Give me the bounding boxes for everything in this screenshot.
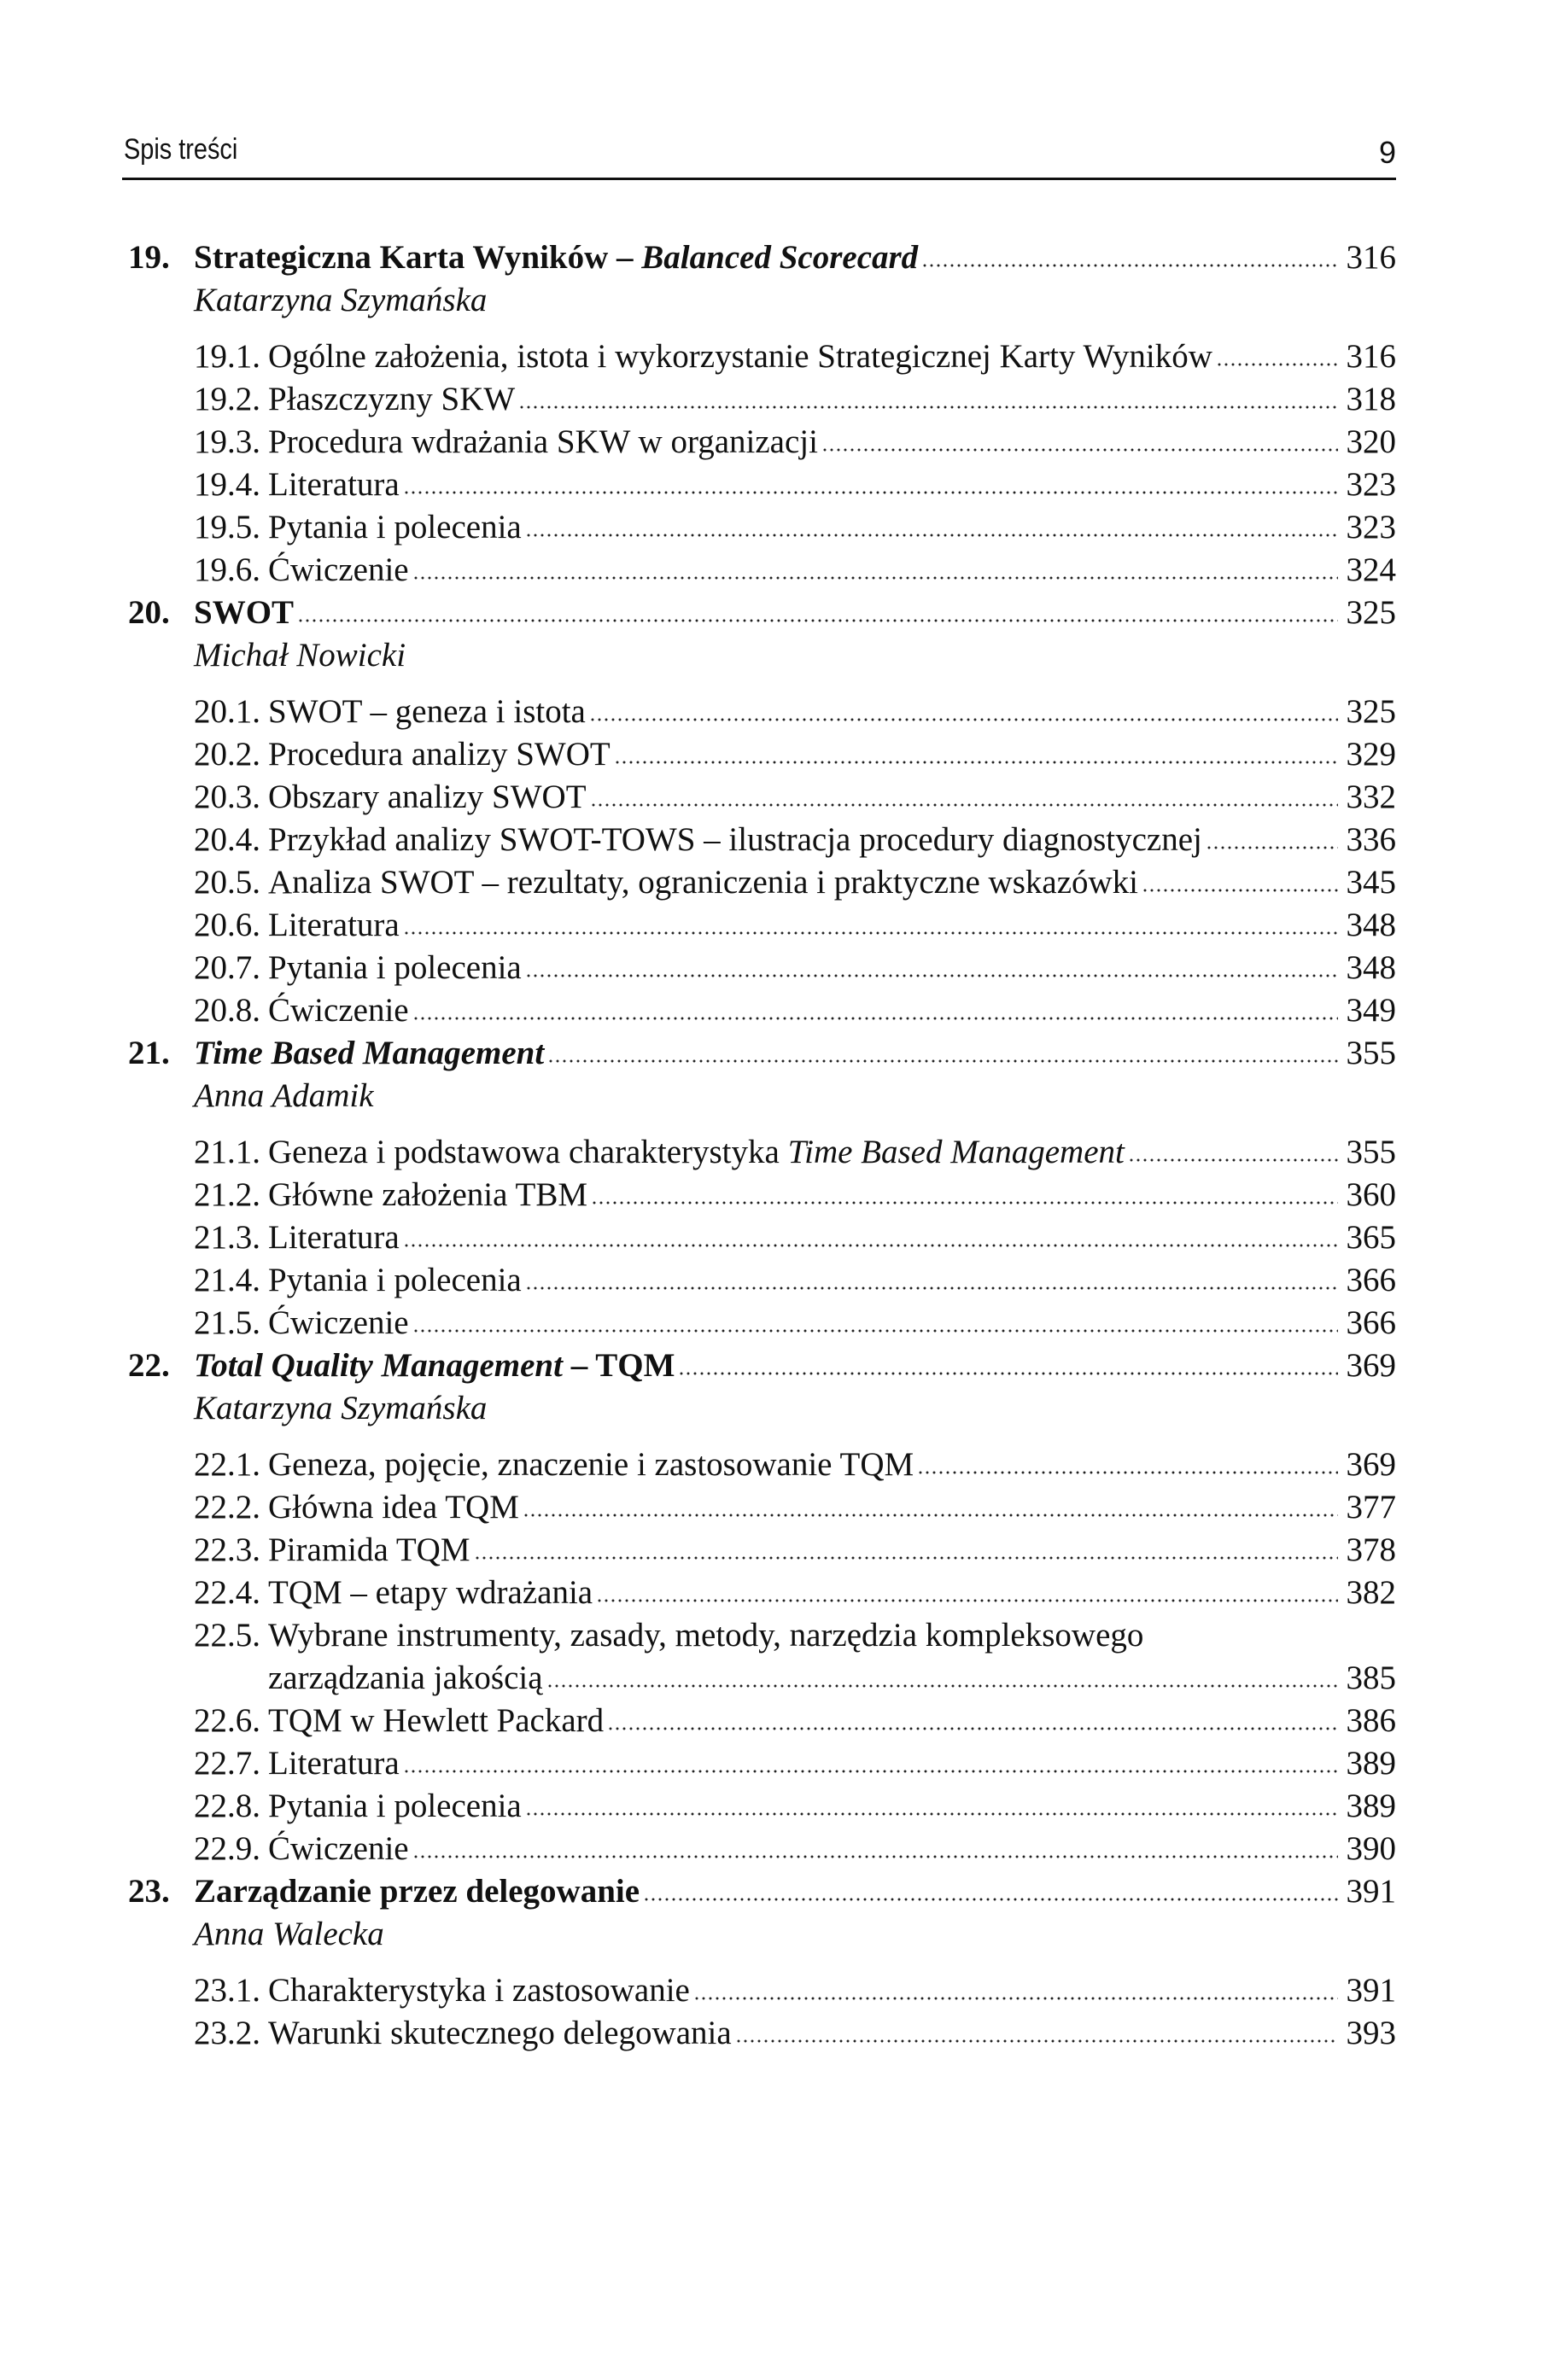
section-entry xyxy=(194,1486,1396,1529)
section-title xyxy=(268,691,586,733)
section-entry xyxy=(194,1174,1396,1216)
page-number: 329 xyxy=(1346,736,1396,773)
page-number: 366 xyxy=(1346,1262,1396,1298)
section-number: 19.4. xyxy=(194,466,260,503)
section-title xyxy=(268,506,522,549)
page-number: 393 xyxy=(1346,2015,1396,2051)
chapter-title-text: – TQM xyxy=(562,1347,675,1384)
section-title-text: Główna idea TQM xyxy=(268,1489,519,1525)
section-title xyxy=(268,1785,522,1828)
page-number: 360 xyxy=(1346,1176,1396,1213)
section-title-text: Literatura xyxy=(268,1219,400,1256)
page-number: 324 xyxy=(1346,551,1396,588)
page-number: 336 xyxy=(1346,821,1396,858)
section-title-text: Pytania i polecenia xyxy=(268,949,522,986)
section-entry xyxy=(194,691,1396,733)
page-number: 316 xyxy=(1346,239,1396,276)
chapter-title-italic: Time Based Management xyxy=(194,1035,545,1071)
dot-leader xyxy=(403,490,1338,495)
chapter-heading xyxy=(128,1032,1396,1075)
section-title-text: Procedura analizy SWOT xyxy=(268,736,611,773)
section-entry xyxy=(194,506,1396,549)
section-entry xyxy=(194,1742,1396,1785)
page-number: 355 xyxy=(1346,1134,1396,1170)
section-title-text: Obszary analizy SWOT xyxy=(268,779,587,815)
section-number: 23.2. xyxy=(194,2015,260,2051)
page-number: 348 xyxy=(1346,907,1396,943)
dot-leader xyxy=(693,1996,1338,2001)
chapter-number: 22. xyxy=(128,1347,170,1384)
chapter-title xyxy=(194,1870,640,1913)
section-title xyxy=(268,1444,914,1486)
section-title xyxy=(268,904,400,947)
page-number: 369 xyxy=(1346,1446,1396,1483)
section-number: 21.3. xyxy=(194,1219,260,1256)
chapter-author: Anna Walecka xyxy=(194,1916,384,1952)
section-entry xyxy=(194,1969,1396,2012)
running-header xyxy=(124,128,1396,179)
section-title xyxy=(268,1216,400,1259)
section-entry xyxy=(194,1444,1396,1486)
section-title-text: Ogólne założenia, istota i wykorzystanie Strategicznej Karty Wyników xyxy=(268,338,1212,375)
section-number: 23.1. xyxy=(194,1972,260,2009)
section-entry xyxy=(194,989,1396,1032)
dot-leader xyxy=(412,1854,1338,1859)
section-number: 21.2. xyxy=(194,1176,260,1213)
section-number: 22.4. xyxy=(194,1574,260,1611)
section-entry xyxy=(194,1131,1396,1174)
section-title-text: Główne założenia TBM xyxy=(268,1176,588,1213)
section-entry-line1 xyxy=(194,1614,1396,1657)
section-title-text: Literatura xyxy=(268,1745,400,1782)
page-number: 389 xyxy=(1346,1745,1396,1782)
page-number: 332 xyxy=(1346,779,1396,815)
section-title xyxy=(268,1486,519,1529)
chapter-author: Katarzyna Szymańska xyxy=(194,282,488,318)
dot-leader xyxy=(917,1470,1338,1475)
section-title xyxy=(268,1174,587,1216)
dot-leader xyxy=(607,1726,1338,1731)
section-entry xyxy=(194,733,1396,776)
dot-leader xyxy=(591,1200,1338,1205)
section-title xyxy=(268,989,409,1032)
section-number: 22.8. xyxy=(194,1788,260,1824)
section-number: 20.1. xyxy=(194,693,260,730)
chapter-number: 20. xyxy=(128,594,170,631)
page-number: 382 xyxy=(1346,1574,1396,1611)
chapter-title-italic: Balanced Scorecard xyxy=(641,239,919,276)
header-page-number: 9 xyxy=(1378,135,1396,170)
chapter-number: 23. xyxy=(128,1873,170,1910)
page-number: 386 xyxy=(1346,1702,1396,1739)
section-entry xyxy=(194,1529,1396,1572)
section-title xyxy=(268,776,587,819)
chapter-title-text: Zarządzanie przez delegowanie xyxy=(194,1873,640,1910)
section-title-text: Piramida TQM xyxy=(268,1531,470,1568)
section-list xyxy=(128,1131,1396,1345)
page-number: 365 xyxy=(1346,1219,1396,1256)
section-number: 22.5. xyxy=(194,1617,260,1654)
section-title xyxy=(268,1969,690,2012)
section-title-italic: Time Based Management xyxy=(787,1134,1125,1170)
page-number: 391 xyxy=(1346,1972,1396,2009)
dot-leader xyxy=(643,1897,1338,1902)
chapter-title xyxy=(194,236,918,279)
header-rule xyxy=(122,178,1396,180)
section-number: 20.8. xyxy=(194,992,260,1029)
section-title xyxy=(268,1742,400,1785)
page-number: 325 xyxy=(1346,693,1396,730)
section-entry xyxy=(194,421,1396,464)
section-list xyxy=(128,335,1396,592)
dot-leader xyxy=(525,973,1338,978)
page-number: 385 xyxy=(1346,1660,1396,1696)
page-number: 390 xyxy=(1346,1830,1396,1867)
dot-leader xyxy=(403,1769,1338,1774)
section-number: 21.1. xyxy=(194,1134,260,1170)
page-number: 320 xyxy=(1346,423,1396,460)
section-title xyxy=(268,464,400,506)
section-title-text: TQM w Hewlett Packard xyxy=(268,1702,605,1739)
section-entry xyxy=(194,464,1396,506)
section-number: 22.6. xyxy=(194,1702,260,1739)
section-list xyxy=(128,691,1396,1032)
section-title xyxy=(268,1259,522,1302)
section-entry xyxy=(194,549,1396,592)
section-title-text: Charakterystyka i zastosowanie xyxy=(268,1972,690,2009)
dot-leader xyxy=(1128,1158,1338,1163)
section-entry xyxy=(194,1785,1396,1828)
dot-leader xyxy=(523,1513,1338,1518)
section-entry xyxy=(194,1828,1396,1870)
section-number: 20.5. xyxy=(194,864,260,901)
dot-leader xyxy=(1216,362,1338,367)
section-title-text: Analiza SWOT – rezultaty, ograniczenia i praktyczne wskazówki xyxy=(268,864,1139,901)
dot-leader xyxy=(1206,845,1338,850)
chapter-heading xyxy=(128,1345,1396,1387)
section-entry xyxy=(194,1700,1396,1742)
section-title-text: Ćwiczenie xyxy=(268,992,409,1029)
dot-leader xyxy=(403,1243,1338,1248)
header-title: Spis treści xyxy=(124,133,238,166)
section-number: 19.3. xyxy=(194,423,260,460)
section-title-text: SWOT – geneza i istota xyxy=(268,693,586,730)
chapter-entry xyxy=(128,236,1396,592)
section-title xyxy=(268,549,409,592)
section-title-text: Płaszczyzny SKW xyxy=(268,381,516,417)
chapter-author: Anna Adamik xyxy=(194,1077,374,1114)
section-entry xyxy=(194,904,1396,947)
section-number: 21.5. xyxy=(194,1304,260,1341)
dot-leader xyxy=(821,447,1338,452)
section-number: 22.9. xyxy=(194,1830,260,1867)
dot-leader xyxy=(614,760,1338,765)
section-title-text: Pytania i polecenia xyxy=(268,1788,522,1824)
section-title-text: Ćwiczenie xyxy=(268,551,409,588)
section-entry xyxy=(194,378,1396,421)
chapter-title xyxy=(194,1032,544,1075)
section-number: 19.5. xyxy=(194,509,260,545)
section-title xyxy=(268,2012,732,2055)
dot-leader xyxy=(596,1598,1338,1603)
section-list xyxy=(128,1969,1396,2055)
chapter-title xyxy=(194,592,294,634)
dot-leader xyxy=(1142,888,1338,893)
chapter-entry xyxy=(128,1345,1396,1870)
dot-leader xyxy=(412,1328,1338,1333)
dot-leader xyxy=(735,2039,1338,2044)
section-entry xyxy=(194,819,1396,861)
section-title-text: Procedura wdrażania SKW w organizacji xyxy=(268,423,818,460)
page-number: 355 xyxy=(1346,1035,1396,1071)
section-title xyxy=(268,378,515,421)
dot-leader xyxy=(921,263,1338,268)
chapter-title xyxy=(194,1345,675,1387)
section-title-text: TQM – etapy wdrażania xyxy=(268,1574,593,1611)
dot-leader xyxy=(403,930,1338,936)
dot-leader xyxy=(678,1371,1338,1376)
chapter-heading xyxy=(128,1870,1396,1913)
section-title-text: Geneza, pojęcie, znaczenie i zastosowanie TQM xyxy=(268,1446,914,1483)
section-entry xyxy=(194,2012,1396,2055)
section-list xyxy=(128,1444,1396,1870)
chapter-author: Michał Nowicki xyxy=(194,637,406,674)
section-number: 19.1. xyxy=(194,338,260,375)
section-number: 22.7. xyxy=(194,1745,260,1782)
section-title xyxy=(268,421,818,464)
page-number: 325 xyxy=(1346,594,1396,631)
page-number: 323 xyxy=(1346,466,1396,503)
section-title xyxy=(268,819,1202,861)
dot-leader xyxy=(590,802,1338,808)
dot-leader xyxy=(589,717,1338,722)
section-title xyxy=(268,861,1138,904)
section-entry xyxy=(194,335,1396,378)
chapter-title-text: SWOT xyxy=(194,594,295,631)
section-number: 21.4. xyxy=(194,1262,260,1298)
section-title-text: Literatura xyxy=(268,466,400,503)
section-number: 20.6. xyxy=(194,907,260,943)
chapter-entry xyxy=(128,592,1396,1032)
section-entry xyxy=(194,1259,1396,1302)
section-title-text: Ćwiczenie xyxy=(268,1830,409,1867)
chapter-number: 19. xyxy=(128,239,170,276)
chapter-heading xyxy=(128,592,1396,634)
section-title-text: Warunki skutecznego delegowania xyxy=(268,2015,732,2051)
section-number: 20.7. xyxy=(194,949,260,986)
section-title-text: Przykład analizy SWOT-TOWS – ilustracja procedury diagnostycznej xyxy=(268,821,1202,858)
dot-leader xyxy=(412,1016,1338,1021)
dot-leader xyxy=(474,1555,1338,1560)
chapter-heading xyxy=(128,236,1396,279)
section-title xyxy=(268,1529,470,1572)
dot-leader xyxy=(547,1059,1338,1064)
chapter-entry xyxy=(128,1032,1396,1345)
section-number: 22.3. xyxy=(194,1531,260,1568)
chapter-title-text: Strategiczna Karta Wyników – xyxy=(194,239,642,276)
section-number: 20.3. xyxy=(194,779,260,815)
section-title xyxy=(268,733,611,776)
chapter-title-italic: Total Quality Management xyxy=(194,1347,563,1384)
table-of-contents xyxy=(128,236,1396,2055)
page-number: 345 xyxy=(1346,864,1396,901)
section-entry xyxy=(194,947,1396,989)
page-number: 323 xyxy=(1346,509,1396,545)
chapter-author: Katarzyna Szymańska xyxy=(194,1390,488,1426)
page-number: 318 xyxy=(1346,381,1396,417)
section-number: 19.2. xyxy=(194,381,260,417)
section-title xyxy=(268,1700,604,1742)
page-number: 349 xyxy=(1346,992,1396,1029)
section-title-continued: zarządzania jakością xyxy=(268,1660,543,1696)
dot-leader xyxy=(518,405,1338,410)
section-entry-line2 xyxy=(194,1657,1396,1700)
page-number: 366 xyxy=(1346,1304,1396,1341)
section-title-text: Literatura xyxy=(268,907,400,943)
section-title-text: Ćwiczenie xyxy=(268,1304,409,1341)
section-title-text: Pytania i polecenia xyxy=(268,1262,522,1298)
page-number: 348 xyxy=(1346,949,1396,986)
dot-leader xyxy=(525,1286,1338,1291)
page-number: 316 xyxy=(1346,338,1396,375)
section-title xyxy=(268,1302,409,1345)
page-number: 369 xyxy=(1346,1347,1396,1384)
section-title xyxy=(268,947,522,989)
section-number: 22.1. xyxy=(194,1446,260,1483)
dot-leader xyxy=(297,618,1338,623)
section-number: 19.6. xyxy=(194,551,260,588)
section-entry xyxy=(194,1216,1396,1259)
dot-leader xyxy=(412,575,1338,580)
page-number: 378 xyxy=(1346,1531,1396,1568)
section-entry xyxy=(194,861,1396,904)
page-number: 389 xyxy=(1346,1788,1396,1824)
section-title-text: Geneza i podstawowa charakterystyka xyxy=(268,1134,788,1170)
dot-leader xyxy=(525,1811,1338,1817)
chapter-number: 21. xyxy=(128,1035,170,1071)
page-number: 391 xyxy=(1346,1873,1396,1910)
section-entry xyxy=(194,1302,1396,1345)
section-entry xyxy=(194,1572,1396,1614)
section-title xyxy=(268,1572,593,1614)
section-title: Wybrane instrumenty, zasady, metody, narzędzia kompleksowego xyxy=(268,1617,1144,1654)
section-title xyxy=(268,1828,409,1870)
section-title xyxy=(268,335,1212,378)
section-number: 22.2. xyxy=(194,1489,260,1525)
section-title xyxy=(268,1131,1125,1174)
page-number: 377 xyxy=(1346,1489,1396,1525)
dot-leader xyxy=(525,533,1338,538)
section-entry xyxy=(194,776,1396,819)
dot-leader xyxy=(546,1683,1338,1689)
section-title-text: Pytania i polecenia xyxy=(268,509,522,545)
section-number: 20.4. xyxy=(194,821,260,858)
chapter-entry xyxy=(128,1870,1396,2055)
section-number: 20.2. xyxy=(194,736,260,773)
